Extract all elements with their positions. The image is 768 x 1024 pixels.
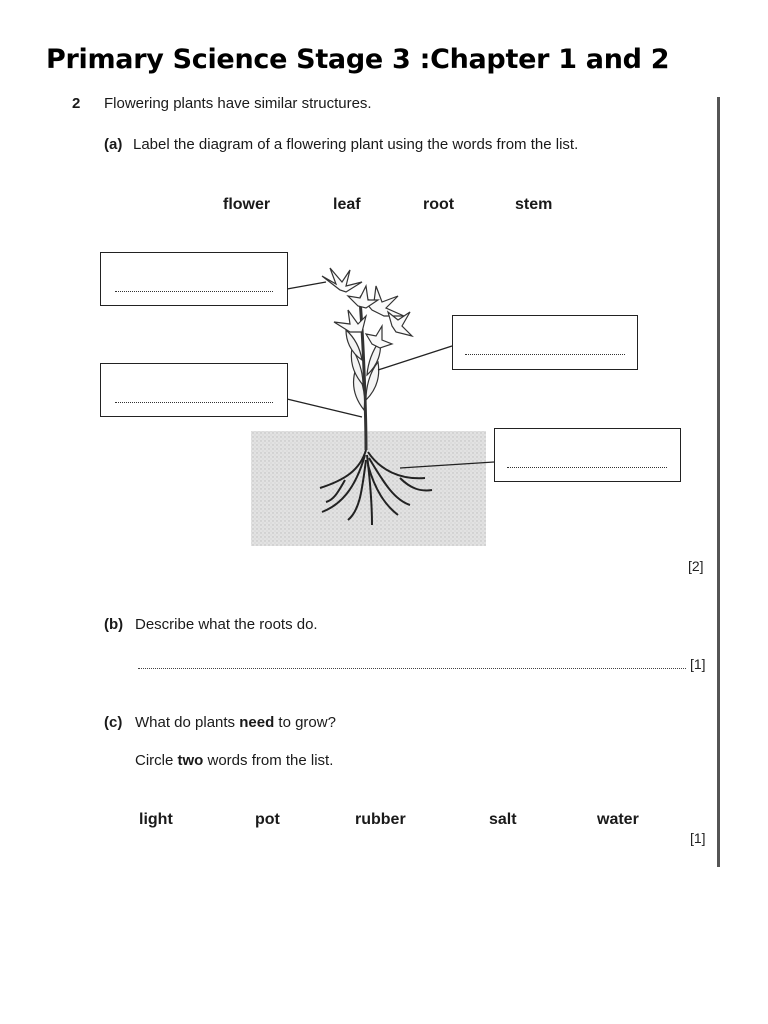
option-salt[interactable]: salt [489, 811, 517, 828]
label-box-leaf[interactable] [452, 315, 638, 370]
answer-dots [507, 467, 667, 468]
option-pot[interactable]: pot [255, 811, 280, 828]
option-light[interactable]: light [139, 811, 173, 828]
label-box-flower[interactable] [100, 252, 288, 306]
part-c-question: What do plants need to grow? [135, 714, 336, 731]
mark-part-c: [1] [690, 830, 706, 846]
part-c-label: (c) [104, 714, 123, 731]
word-stem: stem [515, 196, 553, 213]
part-a-text: Label the diagram of a flowering plant using the words from the list. [133, 136, 579, 153]
answer-dots [465, 354, 625, 355]
flowers [322, 268, 412, 348]
part-c-instruction: Circle two words from the list. [135, 752, 334, 769]
label-box-stem[interactable] [100, 363, 288, 417]
page-title: Primary Science Stage 3 :Chapter 1 and 2 [46, 44, 670, 75]
question-text: Flowering plants have similar structures. [104, 95, 372, 112]
answer-dots [115, 402, 273, 403]
option-rubber[interactable]: rubber [355, 811, 406, 828]
word-root: root [423, 196, 455, 213]
part-a-label: (a) [104, 136, 123, 153]
soil-area [251, 431, 486, 546]
word-flower: flower [223, 196, 271, 213]
question-number: 2 [72, 95, 81, 112]
answer-dots [115, 291, 273, 292]
mark-part-b: [1] [690, 656, 706, 672]
mark-part-a: [2] [688, 558, 704, 574]
part-b-label: (b) [104, 616, 124, 633]
answer-line-b[interactable] [138, 668, 686, 669]
part-b-text: Describe what the roots do. [135, 616, 318, 633]
word-leaf: leaf [333, 196, 361, 213]
label-box-root[interactable] [494, 428, 681, 482]
option-water[interactable]: water [597, 811, 639, 828]
